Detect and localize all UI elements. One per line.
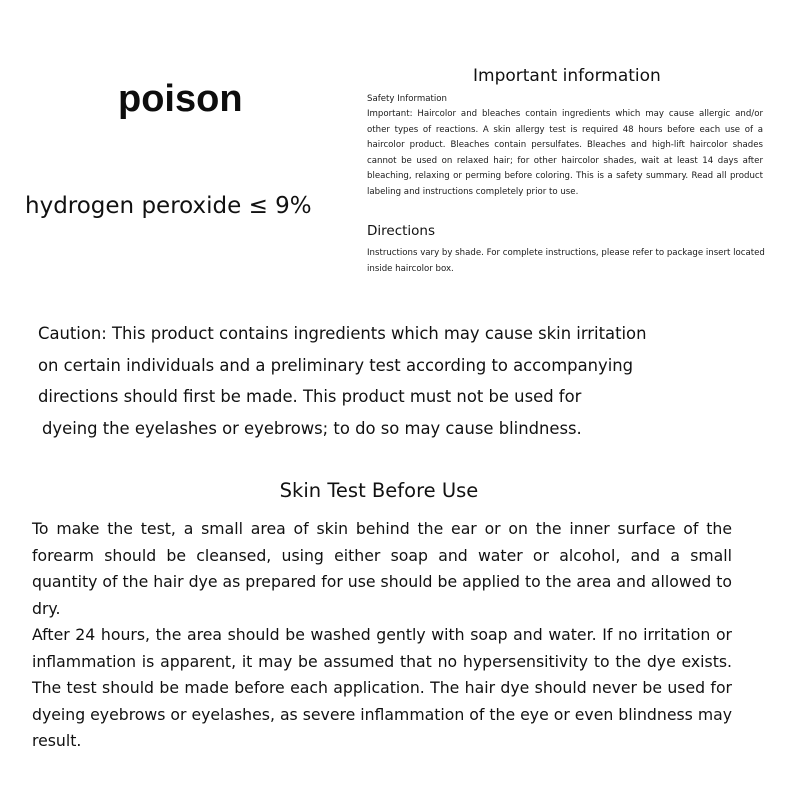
directions-text: Instructions vary by shade. For complete instructions, please refer to package insert located inside haircolor box. (367, 248, 765, 274)
important-information-title: Important information (473, 66, 661, 86)
caution-line-3: directions should first be made. This product must not be used for (38, 387, 582, 406)
poison-heading: poison (118, 78, 243, 120)
caution-block (38, 318, 678, 444)
skin-test-paragraph-1: To make the test, a small area of skin behind the ear or on the inner surface of the forearm should be cleansed, using either soap and water or alcohol, and a small quantity of the hair dye as prepared for use should be applied to the area and allowed to dry. (32, 519, 732, 618)
hydrogen-peroxide-label: hydrogen peroxide ≤ 9% (25, 193, 312, 219)
skin-test-paragraph-2: After 24 hours, the area should be washed gently with soap and water. If no irritation or inflammation is apparent, it may be assumed that no hypersensitivity to the dye exists. The test should be made before each application. The hair dye should never be used for dyeing eyebrows or eyelashes, as severe inflammation of the eye or even blindness may result. (32, 625, 732, 750)
directions-title: Directions (367, 223, 436, 239)
caution-line-1: Caution: This product contains ingredients which may cause skin irritation (38, 324, 647, 343)
skin-test-title: Skin Test Before Use (279, 479, 479, 502)
caution-line-2: on certain individuals and a preliminary test according to accompanying (38, 355, 634, 375)
safety-information-heading: Safety Information (367, 94, 447, 104)
caution-line-4: dyeing the eyelashes or eyebrows; to do so may cause blindness. (42, 418, 582, 438)
safety-information-text: Important: Haircolor and bleaches contain ingredients which may cause allergic and/or other types of reactions. A skin allergy test is required 48 hours before each use of a haircolor product. Bleaches contain persulfates. Bleaches and high-lift haircolor shades cannot be used on relaxed hair; for other haircolor shades, wait at least 14 days after bleaching, relaxing or perming before coloring. This is a safety summary. Read all product labeling and instructions completely prior to use. (367, 109, 763, 197)
